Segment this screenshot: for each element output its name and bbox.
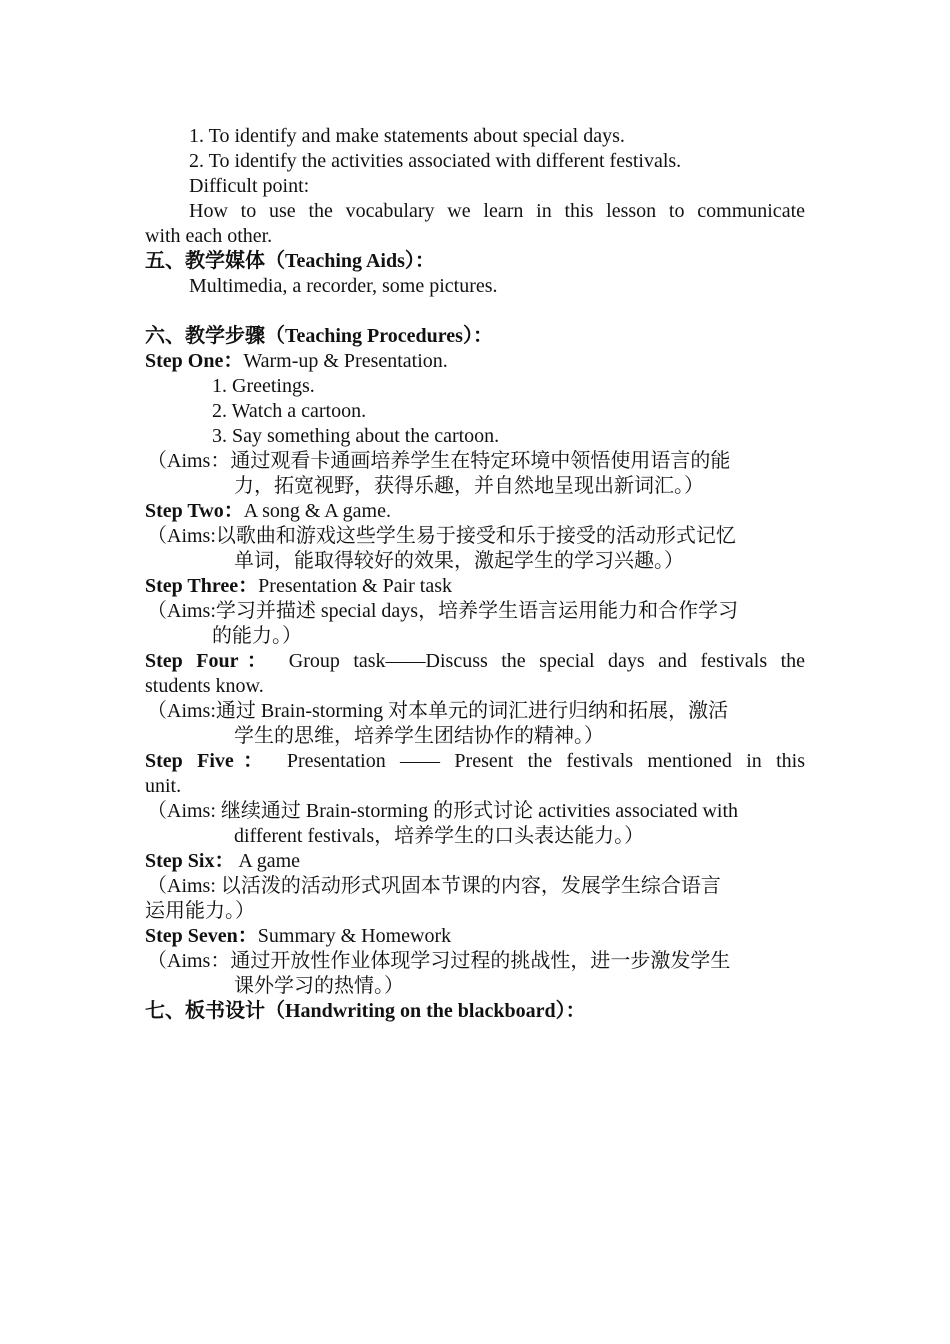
difficult-point-text: How to use the vocabulary we learn in this lesson to communicate	[189, 200, 805, 222]
step-six	[145, 849, 300, 874]
step-two-aims: （Aims:以歌曲和游戏这些学生易于接受和乐于接受的活动形式记忆	[147, 525, 736, 547]
step-label: Step Seven：	[145, 925, 258, 947]
step-three-aims: （Aims:学习并描述 special days，培养学生语言运用能力和合作学习	[147, 600, 739, 622]
teaching-aids-content: Multimedia, a recorder, some pictures.	[189, 275, 498, 297]
step-one-item: 1. Greetings.	[212, 375, 315, 397]
step-five-aims: （Aims: 继续通过 Brain-storming 的形式讨论 activities associated with	[147, 800, 739, 822]
step-five-aims-cont: different festivals，培养学生的口头表达能力。）	[234, 825, 645, 847]
difficult-point-label: Difficult point:	[189, 175, 310, 197]
step-seven	[145, 924, 451, 949]
step-one-aims: （Aims：通过观看卡通画培养学生在特定环境中领悟使用语言的能	[147, 450, 731, 472]
step-two-aims-cont: 单词，能取得较好的效果，激起学生的学习兴趣。）	[234, 550, 684, 572]
step-four	[145, 649, 805, 674]
step-one-item: 2. Watch a cartoon.	[212, 400, 367, 422]
step-six-aims-cont: 运用能力。）	[145, 900, 255, 922]
difficult-point-text-cont: with each other.	[145, 225, 273, 247]
step-label: Step Three：	[145, 575, 259, 597]
step-five	[145, 749, 805, 774]
step-one-item: 3. Say something about the cartoon.	[212, 425, 500, 447]
step-text: Summary & Homework	[257, 925, 452, 947]
step-text: A song & A game.	[243, 500, 391, 522]
step-four-aims-cont: 学生的思维，培养学生团结协作的精神。）	[234, 725, 604, 747]
step-label: Step Four：	[145, 650, 276, 672]
step-label: Step One：	[145, 350, 244, 372]
step-three-aims-cont: 的能力。）	[212, 625, 302, 647]
step-two	[145, 499, 391, 524]
step-label: Step Five：	[145, 750, 273, 772]
step-text: Presentation & Pair task	[258, 575, 453, 597]
section-heading-teaching-aids: 五、教学媒体（Teaching Aids）：	[145, 250, 435, 272]
step-seven-aims-cont: 课外学习的热情。）	[234, 975, 404, 997]
step-seven-aims: （Aims：通过开放性作业体现学习过程的挑战性，进一步激发学生	[147, 950, 731, 972]
step-label: Step Six：	[145, 850, 235, 872]
step-three	[145, 574, 452, 599]
step-text: Presentation —— Present the festivals mentioned in this	[286, 750, 805, 772]
step-six-aims: （Aims: 以活泼的活动形式巩固本节课的内容，发展学生综合语言	[147, 875, 721, 897]
objective-item: 1. To identify and make statements about special days.	[189, 125, 625, 147]
step-four-text-cont: students know.	[145, 675, 264, 697]
step-text: Group task——Discuss the special days and festivals the	[288, 650, 806, 672]
section-heading-teaching-procedures: 六、教学步骤（Teaching Procedures）：	[145, 325, 493, 347]
step-five-text-cont: unit.	[145, 775, 182, 797]
section-heading-blackboard: 七、板书设计（Handwriting on the blackboard）：	[145, 1000, 586, 1022]
step-four-aims: （Aims:通过 Brain-storming 对本单元的词汇进行归纳和拓展，激活	[147, 700, 729, 722]
step-text: Warm-up & Presentation.	[243, 350, 448, 372]
step-one	[145, 349, 448, 374]
step-label: Step Two：	[145, 500, 244, 522]
objective-item: 2. To identify the activities associated with different festivals.	[189, 150, 682, 172]
step-one-aims-cont: 力，拓宽视野，获得乐趣，并自然地呈现出新词汇。）	[234, 475, 704, 497]
step-text: A game	[238, 850, 301, 872]
